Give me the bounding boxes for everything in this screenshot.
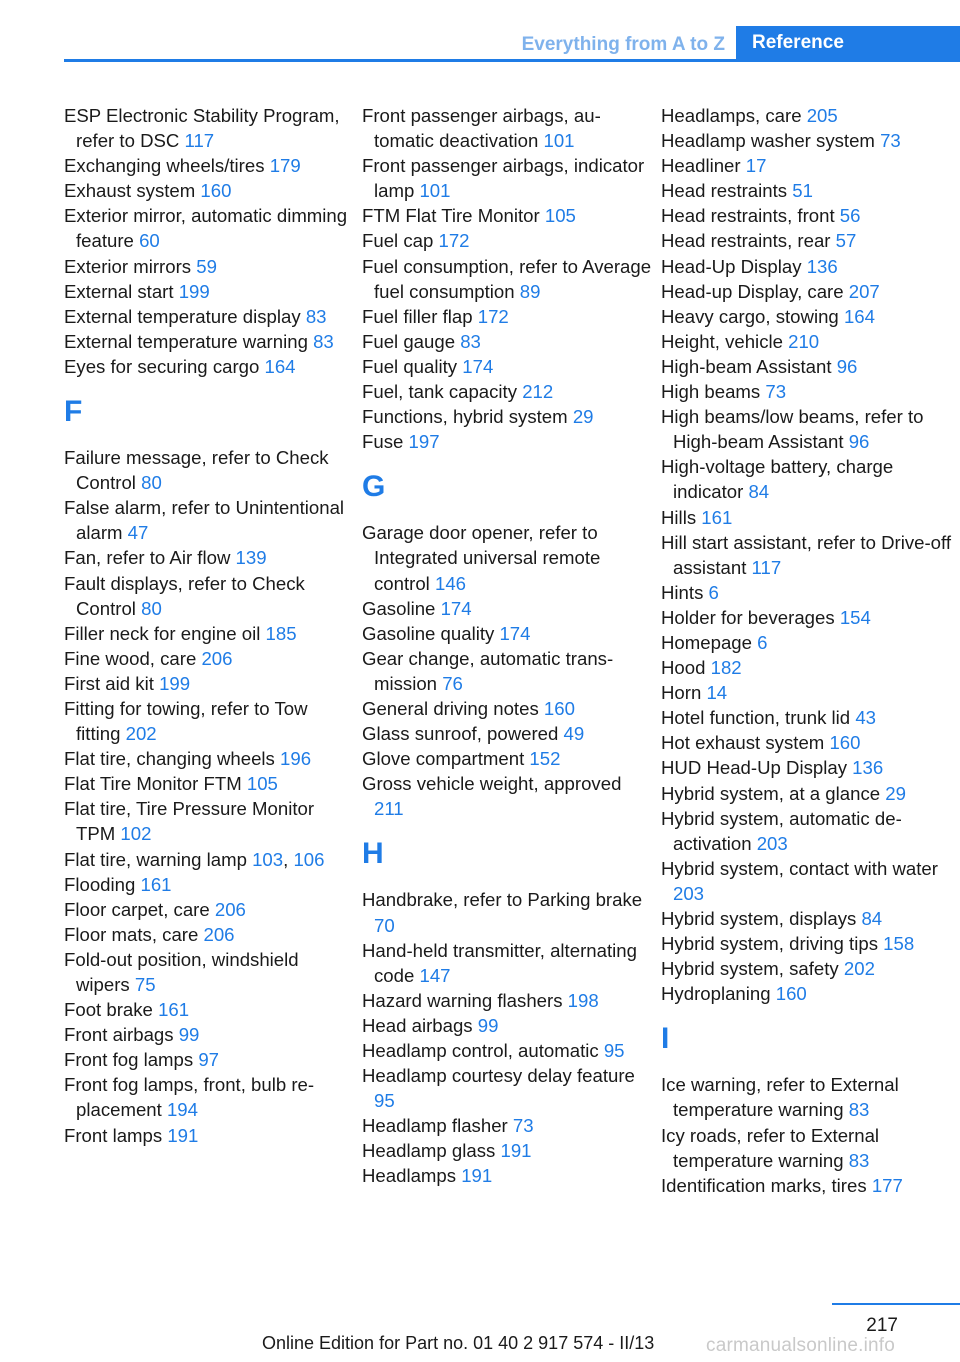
index-entry [362,938,652,988]
index-page-link[interactable]: 17 [745,155,767,177]
index-entry [362,379,652,404]
index-entry [64,796,354,846]
index-page-link[interactable]: 95 [374,1090,395,1112]
index-page-link[interactable]: 206 [214,898,246,920]
index-entry-term: Fitting for towing, refer to Tow fitting [64,697,308,745]
index-entry [661,730,951,755]
index-entry-term: First aid kit [64,672,160,694]
index-entry-term: Flat tire, warning lamp [64,848,253,870]
index-entry-term: External start [64,280,179,302]
index-page-link[interactable]: 84 [748,481,770,503]
index-page-link[interactable]: 207 [848,280,880,302]
index-entry-term: Foot brake [64,999,159,1021]
index-entry-term: External temperature warning [64,330,314,352]
index-entry [362,304,652,329]
index-entry-term: Functions, hybrid system [362,406,573,428]
index-page-link[interactable]: 83 [460,330,481,352]
index-entry [661,630,951,655]
index-entry-term: High-voltage battery, charge indicator [661,456,894,503]
index-entry [64,1047,354,1072]
index-entry-term: Exterior mirrors [64,255,197,277]
index-entry [661,680,951,705]
index-entry [64,947,354,997]
index-page-link[interactable]: 102 [120,823,152,845]
index-entry [64,329,354,354]
index-page-link[interactable]: 83 [848,1149,870,1171]
index-page-link[interactable]: 164 [843,305,875,327]
index-page-link[interactable]: 197 [408,431,440,453]
index-entry [362,596,652,621]
index-entry-term: Hybrid system, at a glance [661,782,886,804]
index-entry [661,128,951,153]
index-entry [661,379,951,404]
index-entry [64,847,354,872]
index-page-link[interactable]: 174 [440,597,472,619]
index-entry-term: Front lamps [64,1124,168,1146]
page-number: 217 [866,1315,898,1336]
index-page-link[interactable]: 160 [543,697,575,719]
index-entry [64,545,354,570]
index-entry-term: Fuel, tank capacity [362,381,523,403]
index-entry-term: Glove compartment [362,748,530,770]
index-entry [64,279,354,304]
index-entry [661,981,951,1006]
index-entry-term: Hydroplaning [661,983,776,1005]
index-entry-term: Headlamp washer system [661,130,881,152]
index-entry-term: Head airbags [362,1014,478,1036]
index-page-link[interactable]: 206 [201,647,233,669]
index-entry-term: False alarm, refer to Unintentional alarm [64,497,345,544]
index-page-link[interactable]: 47 [127,522,149,544]
index-entry [362,696,652,721]
index-entry [64,1123,354,1148]
index-entry [362,254,652,304]
index-entry [64,153,354,178]
index-page-link[interactable]: 136 [806,255,838,277]
index-page-link[interactable]: 6 [757,631,768,653]
index-page-link[interactable]: 160 [775,983,807,1005]
index-entry [64,696,354,746]
index-entry-term: Exterior mirror, automatic dimming feature [64,205,348,252]
watermark: carmanualsonline.info [706,1335,896,1356]
index-entry-term: Fuel filler flap [362,305,478,327]
index-entry-term: HUD Head-Up Display [661,757,853,779]
index-entry [661,931,951,956]
index-page-link[interactable]: 160 [200,180,232,202]
index-page-link[interactable]: 154 [839,606,871,628]
index-entry-term: Hybrid system, contact with water [661,857,938,879]
index-page-link[interactable]: 80 [141,472,162,494]
index-entry [362,429,652,454]
index-page-link[interactable]: 73 [880,130,901,152]
index-entry-term: Fault displays, refer to Check Control [64,572,305,619]
index-page-link[interactable]: 60 [139,230,160,252]
index-page-link[interactable]: 97 [198,1049,220,1071]
index-entry [661,781,951,806]
index-page-link[interactable]: 203 [673,882,705,904]
index-entry [362,771,652,821]
index-entry [661,655,951,680]
index-entry-term: Gear change, automatic transmission [362,647,614,694]
index-entry-term: Exchanging wheels/tires [64,155,270,177]
index-entry [661,580,951,605]
index-entry [362,1113,652,1138]
index-entry [362,1163,652,1188]
index-page-link[interactable]: 206 [203,923,235,945]
index-page-link[interactable]: 73 [765,381,787,403]
index-page-link[interactable]: 147 [419,964,451,986]
index-page-link[interactable]: 29 [572,406,594,428]
index-entry-term: Flat tire, changing wheels [64,748,281,770]
index-entry-term: Floor carpet, care [64,898,215,920]
index-entry [64,771,354,796]
index-page-link[interactable]: 194 [166,1099,198,1121]
index-entry [64,671,354,696]
index-entry [362,1013,652,1038]
index-entry-term: Heavy cargo, stowing [661,305,844,327]
index-column-1 [64,103,354,1148]
index-entry [64,897,354,922]
index-entry [64,103,354,153]
index-entry-term: High-beam Assistant [661,355,837,377]
index-entry-term: Garage door opener, refer to Integrated universal remote control [362,522,601,594]
index-page-link[interactable]: 56 [839,205,861,227]
index-entry-term: Head-Up Display [661,255,807,277]
index-page-link[interactable]: 84 [861,908,883,929]
index-entry-term: Hills [661,506,702,528]
index-entry [362,1138,652,1163]
index-page-link[interactable]: 95 [603,1040,625,1061]
index-entry [64,178,354,203]
index-entry [661,304,951,329]
index-entry-term: Filler neck for engine oil [64,622,266,644]
index-page-link[interactable]: 70 [374,914,395,936]
index-page-link[interactable]: 164 [264,355,296,377]
index-letter-heading: I [661,1022,670,1056]
index-entry-term: Homepage [661,631,758,653]
index-entry [362,1038,652,1063]
index-page-link[interactable]: 43 [855,707,876,729]
index-entry [362,228,652,253]
index-entry-term: Eyes for securing cargo [64,355,265,377]
index-entry [362,1063,652,1113]
index-letter-heading: G [362,470,386,504]
index-entry-term: ESP Electronic Stability Program, refer to DSC [64,105,340,152]
index-page-link[interactable]: 161 [158,999,190,1021]
index-entry-term: Fuel gauge [362,330,461,352]
index-entry [661,178,951,203]
index-page-link[interactable]: 89 [519,280,541,302]
index-entry-term: Fuel quality [362,355,463,377]
index-entry-term: Head restraints [661,180,793,202]
index-page-link[interactable]: 83 [305,305,327,327]
index-entry [661,354,951,379]
header-section-title: Everything from A to Z [521,34,725,55]
page-separator: , [283,848,294,870]
index-entry-term: Gasoline [362,597,441,619]
index-entry [661,254,951,279]
index-letter-heading: F [64,395,83,429]
index-page-link[interactable]: 158 [883,933,915,955]
index-entry [64,304,354,329]
index-entry-term: Horn [661,682,707,704]
index-page-link[interactable]: 29 [885,782,906,804]
index-entry [661,1173,951,1198]
index-entry-term: Headliner [661,155,746,177]
index-entry-term: Hotel function, trunk lid [661,707,856,729]
index-entry-term: Head-up Display, care [661,280,849,302]
index-entry [362,354,652,379]
index-entry-term: Front passenger airbags, automatic deactivation [362,105,601,152]
index-entry-term: Gasoline quality [362,622,500,644]
header-tab-reference: Reference [736,26,960,60]
index-entry [661,1072,951,1122]
index-entry [64,872,354,897]
index-page-link[interactable]: 210 [788,330,820,352]
index-page-link[interactable]: 106 [293,848,325,870]
index-entry-term: Flat Tire Monitor FTM [64,773,247,795]
index-entry [64,203,354,253]
index-entry-term: Hybrid system, displays [661,908,862,929]
index-entry-term: Hybrid system, automatic deactivation [661,807,902,854]
index-page-link[interactable]: 198 [567,989,599,1011]
index-entry-term: Headlamp flasher [362,1115,513,1137]
index-entry [661,329,951,354]
index-entry-term: Exhaust system [64,180,201,202]
index-page-link[interactable]: 117 [184,130,215,152]
index-page-link[interactable]: 101 [419,180,451,202]
index-entry [362,646,652,696]
index-entry [661,228,951,253]
index-page-link[interactable]: 76 [442,672,463,694]
index-entry [661,404,951,454]
index-entry-term: Fan, refer to Air flow [64,547,236,569]
index-page-link[interactable]: 99 [477,1014,499,1036]
index-page-link[interactable]: 161 [140,873,172,895]
index-entry [362,887,652,937]
index-entry [64,445,354,495]
index-entry [64,997,354,1022]
index-page-link[interactable]: 99 [178,1024,200,1046]
index-entry-term: Holder for beverages [661,606,840,628]
index-page-link[interactable]: 196 [280,748,312,770]
index-entry-term: General driving notes [362,697,544,719]
index-entry-term: Hybrid system, driving tips [661,933,884,955]
index-entry [64,495,354,545]
index-entry-term: Glass sunroof, powered [362,723,564,745]
index-page-link[interactable]: 152 [529,748,561,770]
index-entry-term: Ice warning, refer to External temperature warning [661,1074,899,1121]
index-entry-term: Front passenger airbags, indicator lamp [362,155,645,202]
index-entry-term: Fold-out position, windshield wipers [64,948,299,995]
index-entry-term: Hazard warning flashers [362,989,568,1011]
footer-edition-text: Online Edition for Part no. 01 40 2 917 574 - II/13 [262,1333,655,1353]
index-letter-heading: H [362,837,384,871]
index-page-link[interactable]: 205 [806,105,838,126]
index-entry [661,203,951,228]
index-entry-term: Hand-held transmitter, alternating code [362,939,637,986]
index-page-link[interactable]: 96 [848,431,870,453]
index-page-link[interactable]: 161 [701,506,733,528]
index-page-link[interactable]: 51 [792,180,813,202]
footer-rule [832,1303,960,1305]
index-entry [661,279,951,304]
index-entry [362,329,652,354]
index-entry [362,621,652,646]
index-entry-term: Failure message, refer to Check Control [64,447,329,494]
index-page-link[interactable]: 57 [835,230,857,252]
index-entry-term: Identification marks, tires [661,1174,872,1196]
index-entry [661,705,951,730]
index-page-link[interactable]: 160 [829,732,861,754]
index-entry-term: Front airbags [64,1024,179,1046]
index-page-link[interactable]: 191 [461,1165,493,1187]
index-page-link[interactable]: 14 [706,682,728,704]
index-entry-term: Fuel consumption, refer to Average fuel consumption [362,255,652,302]
index-entry-term: Headlamps, care [661,105,807,126]
index-page-link[interactable]: 172 [477,305,509,327]
index-page-link[interactable]: 203 [756,832,788,854]
index-entry [362,746,652,771]
index-entry-term: Front fog lamps [64,1049,199,1071]
index-page-link[interactable]: 105 [246,773,278,795]
index-entry-term: Flat tire, Tire Pressure Monitor TPM [64,798,315,845]
index-entry [362,153,652,203]
index-entry-term: Front fog lamps, front, bulb replacement [64,1074,315,1121]
index-entry-term: Hints [661,581,709,603]
index-page-link[interactable]: 117 [751,556,782,578]
index-page-link[interactable]: 75 [134,974,156,995]
index-entry-term: External temperature display [64,305,306,327]
index-entry [64,1072,354,1122]
index-page-link[interactable]: 202 [843,958,875,980]
index-entry-term: Headlamp courtesy delay feature [362,1065,635,1087]
index-page-link[interactable]: 211 [374,798,404,820]
index-page-link[interactable]: 139 [235,547,267,569]
index-page-link[interactable]: 182 [710,657,742,679]
header-rule [64,59,960,62]
index-entry-term: Headlamps [362,1165,462,1187]
index-column-3 [661,103,951,1198]
index-entry [661,956,951,981]
index-page-link[interactable]: 6 [708,581,719,603]
index-entry-term: Hill start assistant, refer to Drive-off assistant [661,531,952,578]
index-entry-term: Hybrid system, safety [661,958,844,980]
index-entry-term: Handbrake, refer to Parking brake [362,889,643,911]
index-entry [661,856,951,906]
index-entry [661,454,951,504]
index-page-link[interactable]: 191 [500,1140,532,1162]
index-entry-term: Hood [661,657,711,679]
index-entry [661,530,951,580]
index-page-link[interactable]: 136 [852,757,884,779]
index-page-link[interactable]: 212 [522,381,554,403]
index-page-link[interactable]: 103 [252,848,284,870]
index-entry [362,404,652,429]
index-entry-term: Floor mats, care [64,923,204,945]
index-page-link[interactable]: 83 [848,1099,870,1121]
index-page-link[interactable]: 179 [269,155,301,177]
index-entry-term: Head restraints, front [661,205,840,227]
index-entry-term: Fine wood, care [64,647,202,669]
index-entry [661,806,951,856]
index-entry [362,988,652,1013]
index-entry-term: Fuse [362,431,409,453]
index-entry-term: Fuel cap [362,230,439,252]
index-entry [362,721,652,746]
index-page-link[interactable]: 177 [871,1174,903,1196]
index-entry [64,646,354,671]
index-entry-term: Icy roads, refer to External temperature warning [661,1124,880,1171]
index-page-link[interactable]: 174 [499,622,531,644]
index-entry-term: Head restraints, rear [661,230,836,252]
index-entry [362,520,652,595]
index-entry-term: Height, vehicle [661,330,789,352]
index-page-link[interactable]: 101 [543,130,575,152]
index-entry-term: High beams/low beams, refer to High-beam Assistant [661,406,924,453]
index-page-link[interactable]: 96 [836,355,858,377]
index-page-link[interactable]: 199 [159,672,191,694]
index-page-link[interactable]: 146 [434,572,467,594]
index-column-2 [362,103,652,1189]
index-page-link[interactable]: 73 [512,1115,534,1137]
index-entry-term: Hot exhaust system [661,732,830,754]
index-entry [661,755,951,780]
index-entry-term: Headlamp control, automatic [362,1040,604,1061]
index-entry-term: Gross vehicle weight, approved [362,773,622,795]
index-entry-term: High beams [661,381,766,403]
index-entry-term: FTM Flat Tire Monitor [362,205,545,227]
index-page-link[interactable]: 49 [563,723,585,745]
index-entry [661,605,951,630]
index-page-link[interactable]: 185 [265,622,297,644]
index-entry [64,621,354,646]
index-entry [64,571,354,621]
index-page-link[interactable]: 172 [438,230,470,252]
index-entry [661,906,951,931]
index-entry [661,103,951,128]
index-page-link[interactable]: 191 [167,1124,199,1146]
index-page-link[interactable]: 199 [178,280,210,302]
index-page-link[interactable]: 174 [462,355,494,377]
index-entry [64,354,354,379]
index-page-link[interactable]: 202 [125,723,157,745]
index-entry [661,153,951,178]
index-entry [64,254,354,279]
index-entry [64,1022,354,1047]
index-page-link[interactable]: 80 [141,597,162,619]
index-entry [64,746,354,771]
index-entry [362,203,652,228]
index-entry-term: Flooding [64,873,141,895]
index-page-link[interactable]: 59 [196,255,217,277]
index-entry [661,505,951,530]
index-entry [362,103,652,153]
index-entry-term: Headlamp glass [362,1140,501,1162]
index-page-link[interactable]: 83 [313,330,334,352]
index-page-link[interactable]: 105 [544,205,576,227]
index-entry [661,1123,951,1173]
index-entry [64,922,354,947]
